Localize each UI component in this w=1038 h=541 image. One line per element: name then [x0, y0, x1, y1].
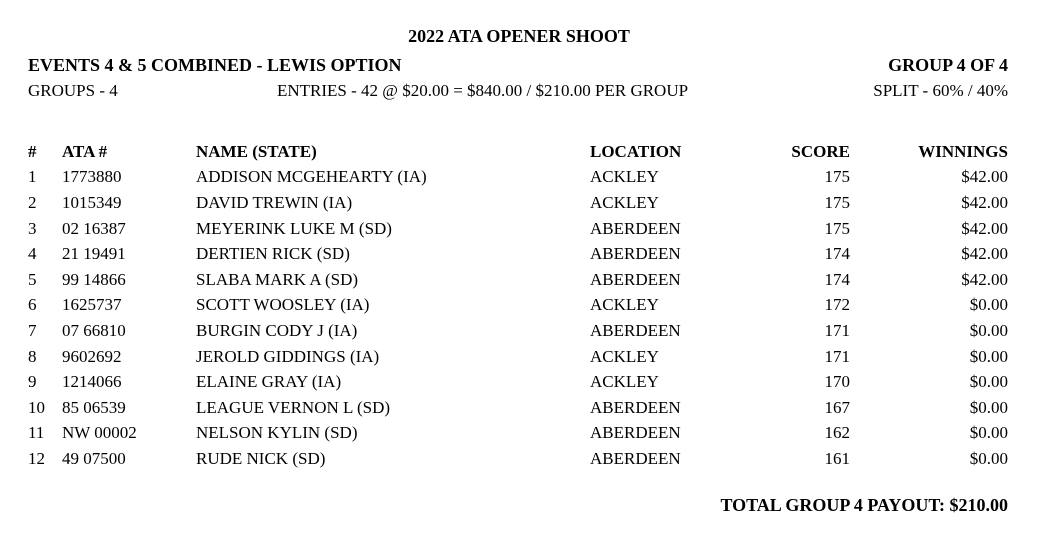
cell-location: ABERDEEN — [590, 244, 681, 264]
cell-location: ACKLEY — [590, 372, 659, 392]
event-title: EVENTS 4 & 5 COMBINED - LEWIS OPTION — [28, 55, 402, 75]
cell-location: ACKLEY — [590, 192, 659, 212]
cell-ata-number: 1015349 — [62, 192, 122, 212]
cell-score: 174 — [824, 269, 850, 289]
col-header-name-state: NAME (STATE) — [196, 141, 317, 161]
cell-rank: 9 — [28, 372, 37, 392]
cell-score: 175 — [824, 167, 850, 187]
entries-summary: ENTRIES - 42 @ $20.00 = $840.00 / $210.00 PER GROUP — [277, 81, 689, 100]
results-table — [28, 139, 1008, 472]
cell-name-state: SCOTT WOOSLEY (IA) — [196, 295, 370, 315]
cell-score: 171 — [824, 320, 850, 340]
cell-ata-number: 21 19491 — [62, 244, 126, 264]
table-row — [28, 369, 1008, 395]
cell-location: ABERDEEN — [590, 218, 681, 238]
table-row — [28, 165, 1008, 191]
cell-ata-number: 9602692 — [62, 346, 122, 366]
cell-winnings: $42.00 — [961, 167, 1008, 187]
cell-rank: 6 — [28, 295, 37, 315]
cell-rank: 7 — [28, 320, 37, 340]
cell-winnings: $0.00 — [969, 372, 1008, 392]
cell-ata-number: 1214066 — [62, 372, 122, 392]
cell-score: 171 — [824, 346, 850, 366]
cell-ata-number: 49 07500 — [62, 448, 126, 468]
cell-ata-number: NW 00002 — [62, 423, 137, 443]
cell-name-state: DAVID TREWIN (IA) — [196, 192, 353, 212]
cell-rank: 2 — [28, 192, 37, 212]
split-ratio: SPLIT - 60% / 40% — [873, 81, 1008, 100]
cell-winnings: $42.00 — [961, 244, 1008, 264]
cell-name-state: MEYERINK LUKE M (SD) — [196, 218, 392, 238]
table-row — [28, 293, 1008, 319]
col-header-winnings: WINNINGS — [918, 141, 1008, 161]
header-line-2 — [28, 81, 1008, 101]
cell-winnings: $0.00 — [969, 423, 1008, 443]
cell-name-state: LEAGUE VERNON L (SD) — [196, 397, 391, 417]
cell-rank: 1 — [28, 167, 37, 187]
cell-name-state: NELSON KYLIN (SD) — [196, 423, 358, 443]
cell-score: 161 — [824, 448, 850, 468]
cell-ata-number: 1625737 — [62, 295, 122, 315]
cell-ata-number: 07 66810 — [62, 320, 126, 340]
cell-ata-number: 02 16387 — [62, 218, 126, 238]
cell-winnings: $42.00 — [961, 269, 1008, 289]
table-row — [28, 395, 1008, 421]
cell-ata-number: 1773880 — [62, 167, 122, 187]
table-row — [28, 318, 1008, 344]
table-row — [28, 344, 1008, 370]
cell-winnings: $0.00 — [969, 320, 1008, 340]
total-payout: TOTAL GROUP 4 PAYOUT: $210.00 — [720, 495, 1008, 515]
cell-location: ACKLEY — [590, 167, 659, 187]
cell-score: 175 — [824, 218, 850, 238]
cell-score: 162 — [824, 423, 850, 443]
groups-count: GROUPS - 4 — [28, 81, 118, 100]
cell-name-state: ADDISON MCGEHEARTY (IA) — [196, 167, 427, 187]
cell-rank: 5 — [28, 269, 37, 289]
cell-location: ACKLEY — [590, 346, 659, 366]
cell-winnings: $42.00 — [961, 218, 1008, 238]
table-header-row — [28, 139, 1008, 165]
cell-ata-number: 85 06539 — [62, 397, 126, 417]
cell-winnings: $42.00 — [961, 192, 1008, 212]
table-row — [28, 421, 1008, 447]
table-row — [28, 241, 1008, 267]
cell-winnings: $0.00 — [969, 448, 1008, 468]
cell-rank: 8 — [28, 346, 37, 366]
cell-location: ABERDEEN — [590, 423, 681, 443]
cell-name-state: DERTIEN RICK (SD) — [196, 244, 350, 264]
document-title: 2022 ATA OPENER SHOOT — [408, 26, 630, 46]
header-line-1 — [28, 55, 1008, 75]
cell-winnings: $0.00 — [969, 397, 1008, 417]
cell-name-state: RUDE NICK (SD) — [196, 448, 326, 468]
col-header-score: SCORE — [791, 141, 850, 161]
cell-score: 172 — [824, 295, 850, 315]
col-header-location: LOCATION — [590, 141, 682, 161]
cell-winnings: $0.00 — [969, 295, 1008, 315]
table-row — [28, 446, 1008, 472]
cell-location: ABERDEEN — [590, 448, 681, 468]
cell-name-state: BURGIN CODY J (IA) — [196, 320, 358, 340]
cell-rank: 10 — [28, 397, 45, 417]
cell-location: ABERDEEN — [590, 269, 681, 289]
group-indicator: GROUP 4 OF 4 — [888, 55, 1008, 75]
cell-rank: 12 — [28, 448, 45, 468]
cell-name-state: JEROLD GIDDINGS (IA) — [196, 346, 380, 366]
cell-score: 174 — [824, 244, 850, 264]
table-row — [28, 267, 1008, 293]
cell-rank: 11 — [28, 423, 45, 443]
cell-name-state: SLABA MARK A (SD) — [196, 269, 359, 289]
cell-score: 170 — [824, 372, 850, 392]
cell-winnings: $0.00 — [969, 346, 1008, 366]
cell-location: ABERDEEN — [590, 397, 681, 417]
cell-rank: 3 — [28, 218, 37, 238]
col-header-ata-number: ATA # — [62, 141, 108, 161]
cell-ata-number: 99 14866 — [62, 269, 126, 289]
cell-rank: 4 — [28, 244, 37, 264]
cell-name-state: ELAINE GRAY (IA) — [196, 372, 342, 392]
table-row — [28, 190, 1008, 216]
table-row — [28, 216, 1008, 242]
cell-score: 167 — [824, 397, 850, 417]
cell-location: ABERDEEN — [590, 320, 681, 340]
cell-location: ACKLEY — [590, 295, 659, 315]
col-header-rank: # — [28, 141, 37, 161]
cell-score: 175 — [824, 192, 850, 212]
